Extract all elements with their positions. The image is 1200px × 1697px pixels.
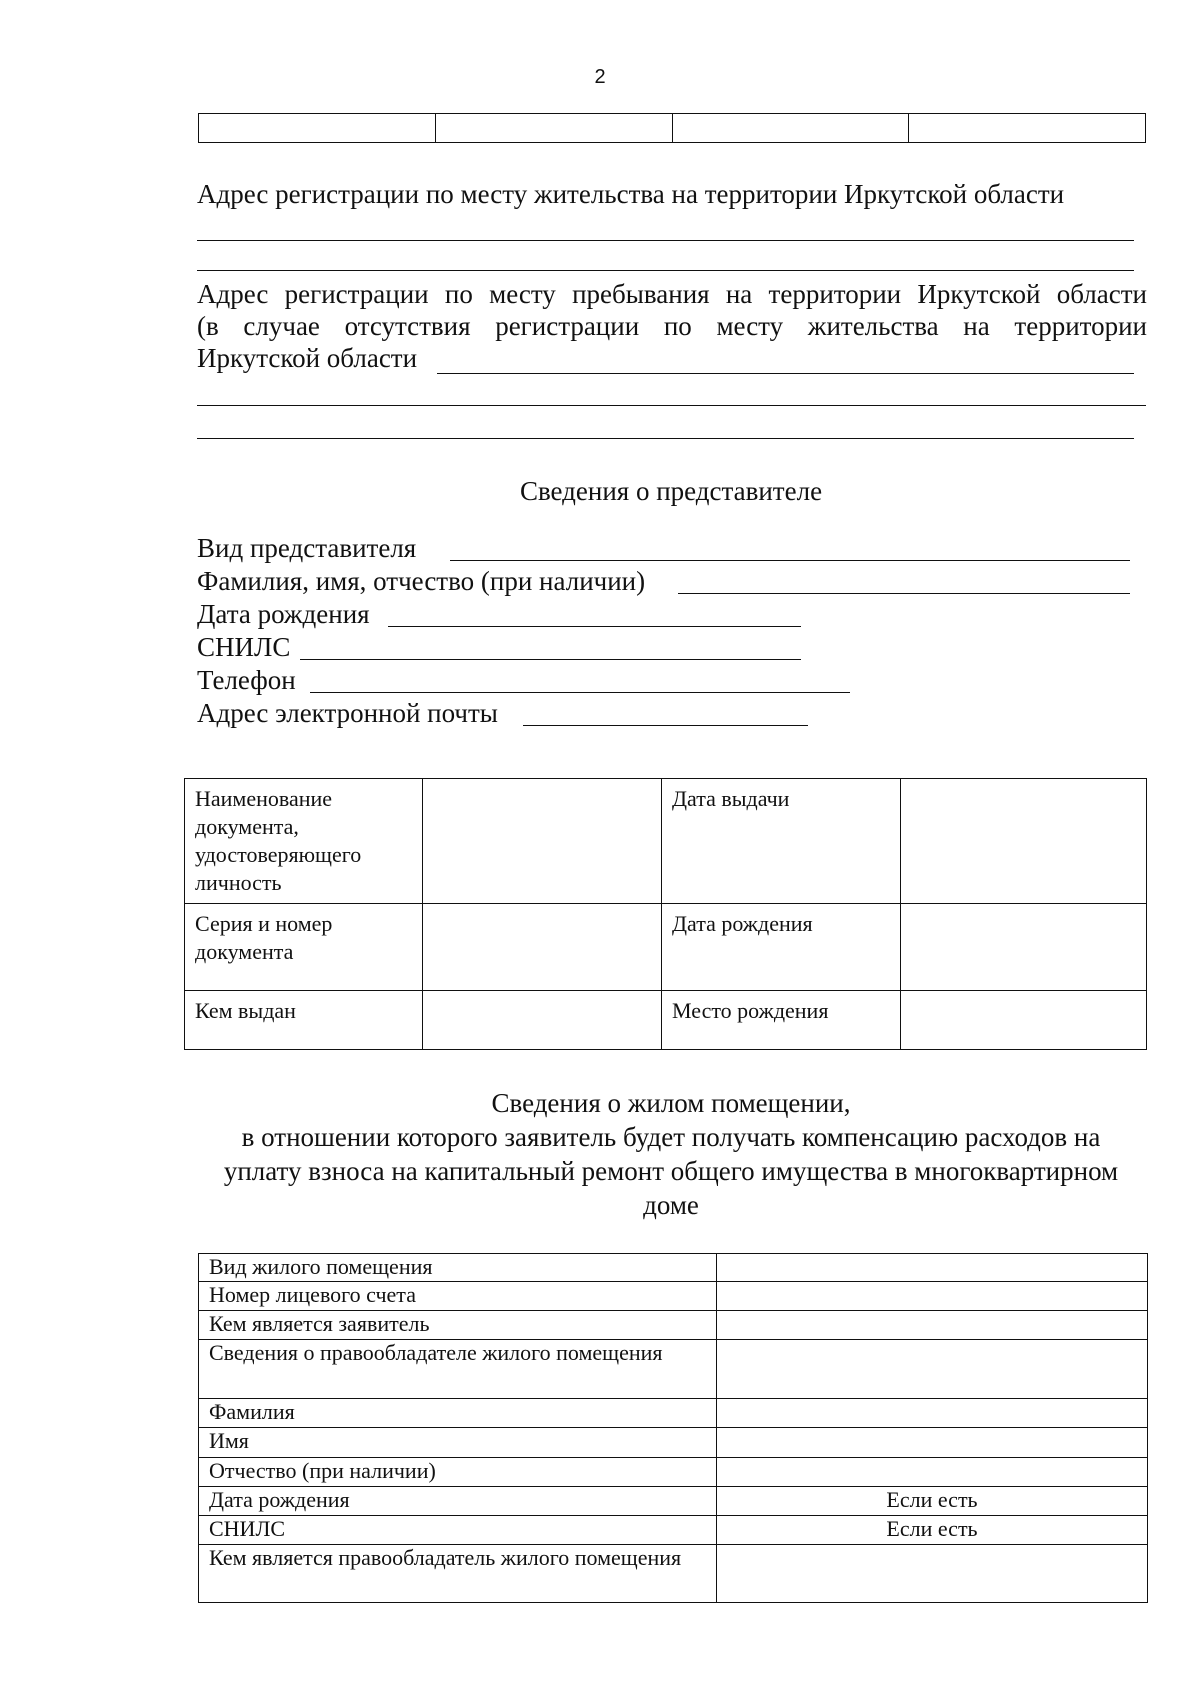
dwelling-heading-line4: доме xyxy=(643,1190,699,1220)
table-row xyxy=(185,904,1147,991)
representative-email-label: Адрес электронной почты xyxy=(197,698,498,728)
representative-phone-field[interactable] xyxy=(310,692,850,693)
representative-email-field[interactable] xyxy=(523,725,808,726)
id-birth-place-value[interactable] xyxy=(901,991,1147,1050)
dwelling-value[interactable] xyxy=(717,1399,1148,1428)
id-issue-date-value[interactable] xyxy=(901,779,1147,904)
table-row xyxy=(185,779,1147,904)
representative-fio-field[interactable] xyxy=(678,593,1130,594)
representative-heading: Сведения о представителе xyxy=(519,476,823,506)
continuation-table xyxy=(198,113,1146,143)
table-row xyxy=(199,1428,1148,1458)
dwelling-heading-line2: в отношении которого заявитель будет получать компенсацию расходов на xyxy=(241,1122,1101,1152)
representative-snils-row xyxy=(197,631,290,663)
table-row xyxy=(185,991,1147,1050)
dwelling-label: Фамилия xyxy=(199,1399,717,1428)
dwelling-label: СНИЛС xyxy=(199,1516,717,1545)
id-birth-place-label: Место рождения xyxy=(662,991,901,1050)
id-issue-date-label: Дата выдачи xyxy=(662,779,901,904)
dwelling-label: Имя xyxy=(199,1428,717,1458)
representative-birth-row xyxy=(197,598,370,630)
id-series-number-label: Серия и номер документа xyxy=(185,904,423,991)
dwelling-heading-line1: Сведения о жилом помещении, xyxy=(491,1088,851,1118)
id-birth-date-label: Дата рождения xyxy=(662,904,901,991)
dwelling-value[interactable] xyxy=(717,1311,1148,1340)
representative-fio-row xyxy=(197,565,645,597)
table-row xyxy=(199,1487,1148,1516)
id-doc-name-label: Наименование документа, удостоверяющего личность xyxy=(185,779,423,904)
table-row xyxy=(199,1516,1148,1545)
address-residence-label: Адрес регистрации по месту жительства на территории Иркутской области xyxy=(197,179,1065,209)
id-birth-date-value[interactable] xyxy=(901,904,1147,991)
representative-type-row xyxy=(197,532,416,564)
id-document-table xyxy=(184,778,1147,1050)
address-stay-line-1[interactable] xyxy=(437,373,1134,374)
dwelling-value[interactable]: Если есть xyxy=(717,1516,1148,1545)
address-stay-label-line2: (в случае отсутствия регистрации по месту жительства на территории xyxy=(197,311,1147,341)
representative-birth-field[interactable] xyxy=(388,626,801,627)
dwelling-label: Кем является заявитель xyxy=(199,1311,717,1340)
dwelling-label: Отчество (при наличии) xyxy=(199,1458,717,1487)
representative-fio-label: Фамилия, имя, отчество (при наличии) xyxy=(197,566,646,596)
dwelling-label: Кем является правообладатель жилого помещения xyxy=(199,1545,717,1603)
table-cell[interactable] xyxy=(909,114,1146,143)
id-issued-by-value[interactable] xyxy=(423,991,662,1050)
representative-snils-field[interactable] xyxy=(300,659,801,660)
address-stay-line-3[interactable] xyxy=(197,438,1134,439)
address-stay-line-2[interactable] xyxy=(197,405,1146,406)
representative-type-label: Вид представителя xyxy=(197,533,417,563)
representative-phone-label: Телефон xyxy=(197,665,296,695)
table-row xyxy=(199,1254,1148,1282)
address-residence-line-2[interactable] xyxy=(197,270,1134,271)
address-stay-label-line3: Иркутской области xyxy=(197,343,418,373)
id-series-number-value[interactable] xyxy=(423,904,662,991)
address-stay-label-line1: Адрес регистрации по месту пребывания на территории Иркутской области xyxy=(197,279,1147,309)
id-issued-by-label: Кем выдан xyxy=(185,991,423,1050)
table-cell[interactable] xyxy=(672,114,909,143)
dwelling-table xyxy=(198,1253,1148,1603)
address-residence-line-1[interactable] xyxy=(197,240,1134,241)
table-row xyxy=(199,1458,1148,1487)
dwelling-label: Дата рождения xyxy=(199,1487,717,1516)
dwelling-heading-line3: уплату взноса на капитальный ремонт общего имущества в многоквартирном xyxy=(223,1156,1119,1186)
table-cell[interactable] xyxy=(435,114,672,143)
representative-birth-label: Дата рождения xyxy=(197,599,370,629)
table-row xyxy=(199,1545,1148,1603)
dwelling-value[interactable]: Если есть xyxy=(717,1487,1148,1516)
table-row xyxy=(199,1399,1148,1428)
dwelling-label: Номер лицевого счета xyxy=(199,1282,717,1311)
representative-type-field[interactable] xyxy=(450,560,1130,561)
page-number: 2 xyxy=(594,66,606,88)
dwelling-value[interactable] xyxy=(717,1458,1148,1487)
representative-email-row xyxy=(197,697,498,729)
table-row xyxy=(199,1282,1148,1311)
dwelling-value[interactable] xyxy=(717,1340,1148,1399)
dwelling-label: Вид жилого помещения xyxy=(199,1254,717,1282)
dwelling-value[interactable] xyxy=(717,1545,1148,1603)
table-row xyxy=(199,114,1146,143)
dwelling-value[interactable] xyxy=(717,1428,1148,1458)
representative-phone-row xyxy=(197,664,296,696)
id-doc-name-value[interactable] xyxy=(423,779,662,904)
dwelling-label: Сведения о правообладателе жилого помещения xyxy=(199,1340,717,1399)
table-cell[interactable] xyxy=(199,114,436,143)
dwelling-value[interactable] xyxy=(717,1254,1148,1282)
dwelling-value[interactable] xyxy=(717,1282,1148,1311)
table-row xyxy=(199,1311,1148,1340)
representative-snils-label: СНИЛС xyxy=(197,632,291,662)
table-row xyxy=(199,1340,1148,1399)
